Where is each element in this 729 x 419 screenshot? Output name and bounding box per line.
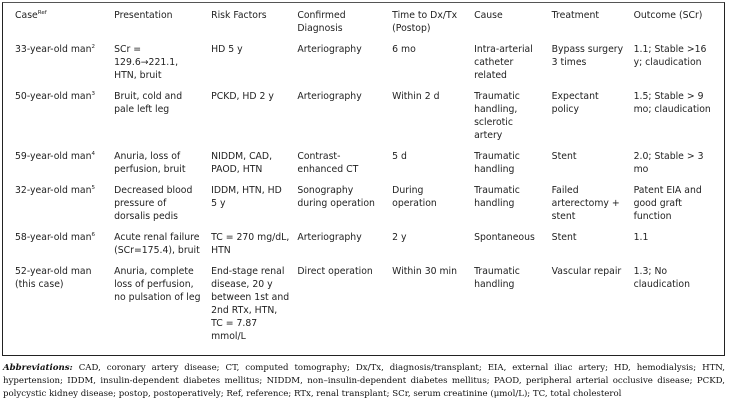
case-ref-number: 2 — [91, 44, 95, 50]
cell-diagnosis: Arteriography — [297, 232, 362, 243]
cell-time: 2 y — [392, 232, 407, 243]
cell-case — [11, 184, 110, 231]
cell-presentation: SCr = 129.6→221.1, HTN, bruit — [114, 44, 179, 81]
cell-time: Within 2 d — [392, 91, 440, 102]
cell-case — [11, 43, 110, 90]
header-time-to-dx: Time to Dx/Tx (Postop) — [392, 10, 458, 34]
abbreviations-label: Abbreviations: — [3, 363, 73, 373]
header-case-ref: Ref — [37, 10, 47, 16]
cell-outcome: Patent EIA and good graft function — [633, 185, 702, 222]
cell-cause: Traumatic handling, sclerotic artery — [474, 91, 520, 141]
cell-presentation: Anuria, complete loss of perfusion, no pulsation of leg — [114, 266, 201, 303]
header-confirmed-diagnosis: Confirmed Diagnosis — [297, 10, 346, 34]
cell-case — [11, 265, 110, 351]
cell-diagnosis: Arteriography — [297, 44, 362, 55]
case-label: 52-year-old man (this case) — [15, 266, 92, 290]
cell-time: 6 mo — [392, 44, 416, 55]
cell-time: 5 d — [392, 151, 407, 162]
cell-risk-factors: HD 5 y — [211, 44, 243, 55]
cell-risk-factors: TC = 270 mg/dL, HTN — [211, 232, 290, 256]
header-presentation: Presentation — [114, 10, 173, 21]
table-row — [11, 90, 718, 150]
table-row — [11, 231, 718, 265]
cell-outcome: 1.1; Stable >16 y; claudication — [633, 44, 707, 68]
case-ref-number: 3 — [91, 91, 95, 97]
cell-outcome: 2.0; Stable > 3 mo — [633, 151, 704, 175]
cell-risk-factors: End-stage renal disease, 20 y between 1st and 2nd RTx, HTN, TC = 7.87 mmol/L — [211, 266, 290, 342]
cell-case — [11, 231, 110, 265]
cell-time: Within 30 min — [392, 266, 458, 277]
header-cause: Cause — [474, 10, 503, 21]
cell-diagnosis: Contrast-enhanced CT — [297, 151, 359, 175]
cell-treatment: Bypass surgery 3 times — [551, 44, 624, 68]
cell-diagnosis: Arteriography — [297, 91, 362, 102]
abbreviations-text: CAD, coronary artery disease; CT, computed tomography; Dx/Tx, diagnosis/transplant; EIA, external iliac artery; HD, hemodialysis; HTN, hypertension; IDDM, insulin-dependent diabetes mellitus; NIDDM, non–insulin-dependent diabetes mellitus; PAOD, peripheral arterial occlusive disease; PCKD, polycystic kidney disease; postop, postoperatively; Ref, reference; RTx, renal transplant; SCr, serum creatinine (μmol/L); TC, total cholesterol — [3, 363, 725, 399]
header-outcome: Outcome (SCr) — [633, 10, 703, 21]
cell-presentation: Decreased blood pressure of dorsalis pedis — [114, 185, 193, 222]
header-case — [11, 9, 110, 43]
case-label: 32-year-old man — [15, 185, 92, 196]
cell-case — [11, 150, 110, 184]
cell-case — [11, 90, 110, 150]
case-ref-number: 5 — [91, 185, 95, 191]
case-label: 58-year-old man — [15, 232, 92, 243]
table-row — [11, 184, 718, 231]
cell-treatment: Stent — [551, 151, 577, 162]
cell-outcome: 1.1 — [633, 232, 649, 243]
table-row — [11, 150, 718, 184]
cell-treatment: Expectant policy — [551, 91, 599, 115]
cell-diagnosis: Direct operation — [297, 266, 373, 277]
case-label: 59-year-old man — [15, 151, 92, 162]
header-treatment: Treatment — [551, 10, 599, 21]
cell-treatment: Vascular repair — [551, 266, 622, 277]
cell-risk-factors: PCKD, HD 2 y — [211, 91, 274, 102]
cell-outcome: 1.3; No claudication — [633, 266, 690, 290]
table-header-row — [11, 9, 718, 43]
cell-presentation: Acute renal failure (SCr=175.4), bruit — [114, 232, 200, 256]
cell-outcome: 1.5; Stable > 9 mo; claudication — [633, 91, 711, 115]
case-ref-number: 4 — [91, 151, 95, 157]
cell-risk-factors: NIDDM, CAD, PAOD, HTN — [211, 151, 273, 175]
cell-cause: Traumatic handling — [474, 185, 520, 209]
cell-cause: Intra-arterial catheter related — [474, 44, 533, 81]
cell-time: During operation — [392, 185, 437, 209]
cell-presentation: Anuria, loss of perfusion, bruit — [114, 151, 186, 175]
cell-presentation: Bruit, cold and pale left leg — [114, 91, 183, 115]
case-comparison-table — [11, 9, 718, 351]
case-ref-number: 6 — [91, 232, 95, 238]
cell-diagnosis: Sonography during operation — [297, 185, 375, 209]
case-label: 33-year-old man — [15, 44, 92, 55]
cell-cause: Spontaneous — [474, 232, 535, 243]
case-table-frame — [2, 2, 725, 356]
cell-cause: Traumatic handling — [474, 151, 520, 175]
table-row — [11, 265, 718, 351]
header-risk-factors: Risk Factors — [211, 10, 267, 21]
cell-treatment: Stent — [551, 232, 577, 243]
cell-cause: Traumatic handling — [474, 266, 520, 290]
cell-risk-factors: IDDM, HTN, HD 5 y — [211, 185, 282, 209]
abbreviations-footnote — [2, 362, 725, 401]
table-row — [11, 43, 718, 90]
case-label: 50-year-old man — [15, 91, 92, 102]
cell-treatment: Failed arterectomy + stent — [551, 185, 620, 222]
table-body — [11, 43, 718, 351]
header-case-text: Case — [15, 10, 38, 21]
